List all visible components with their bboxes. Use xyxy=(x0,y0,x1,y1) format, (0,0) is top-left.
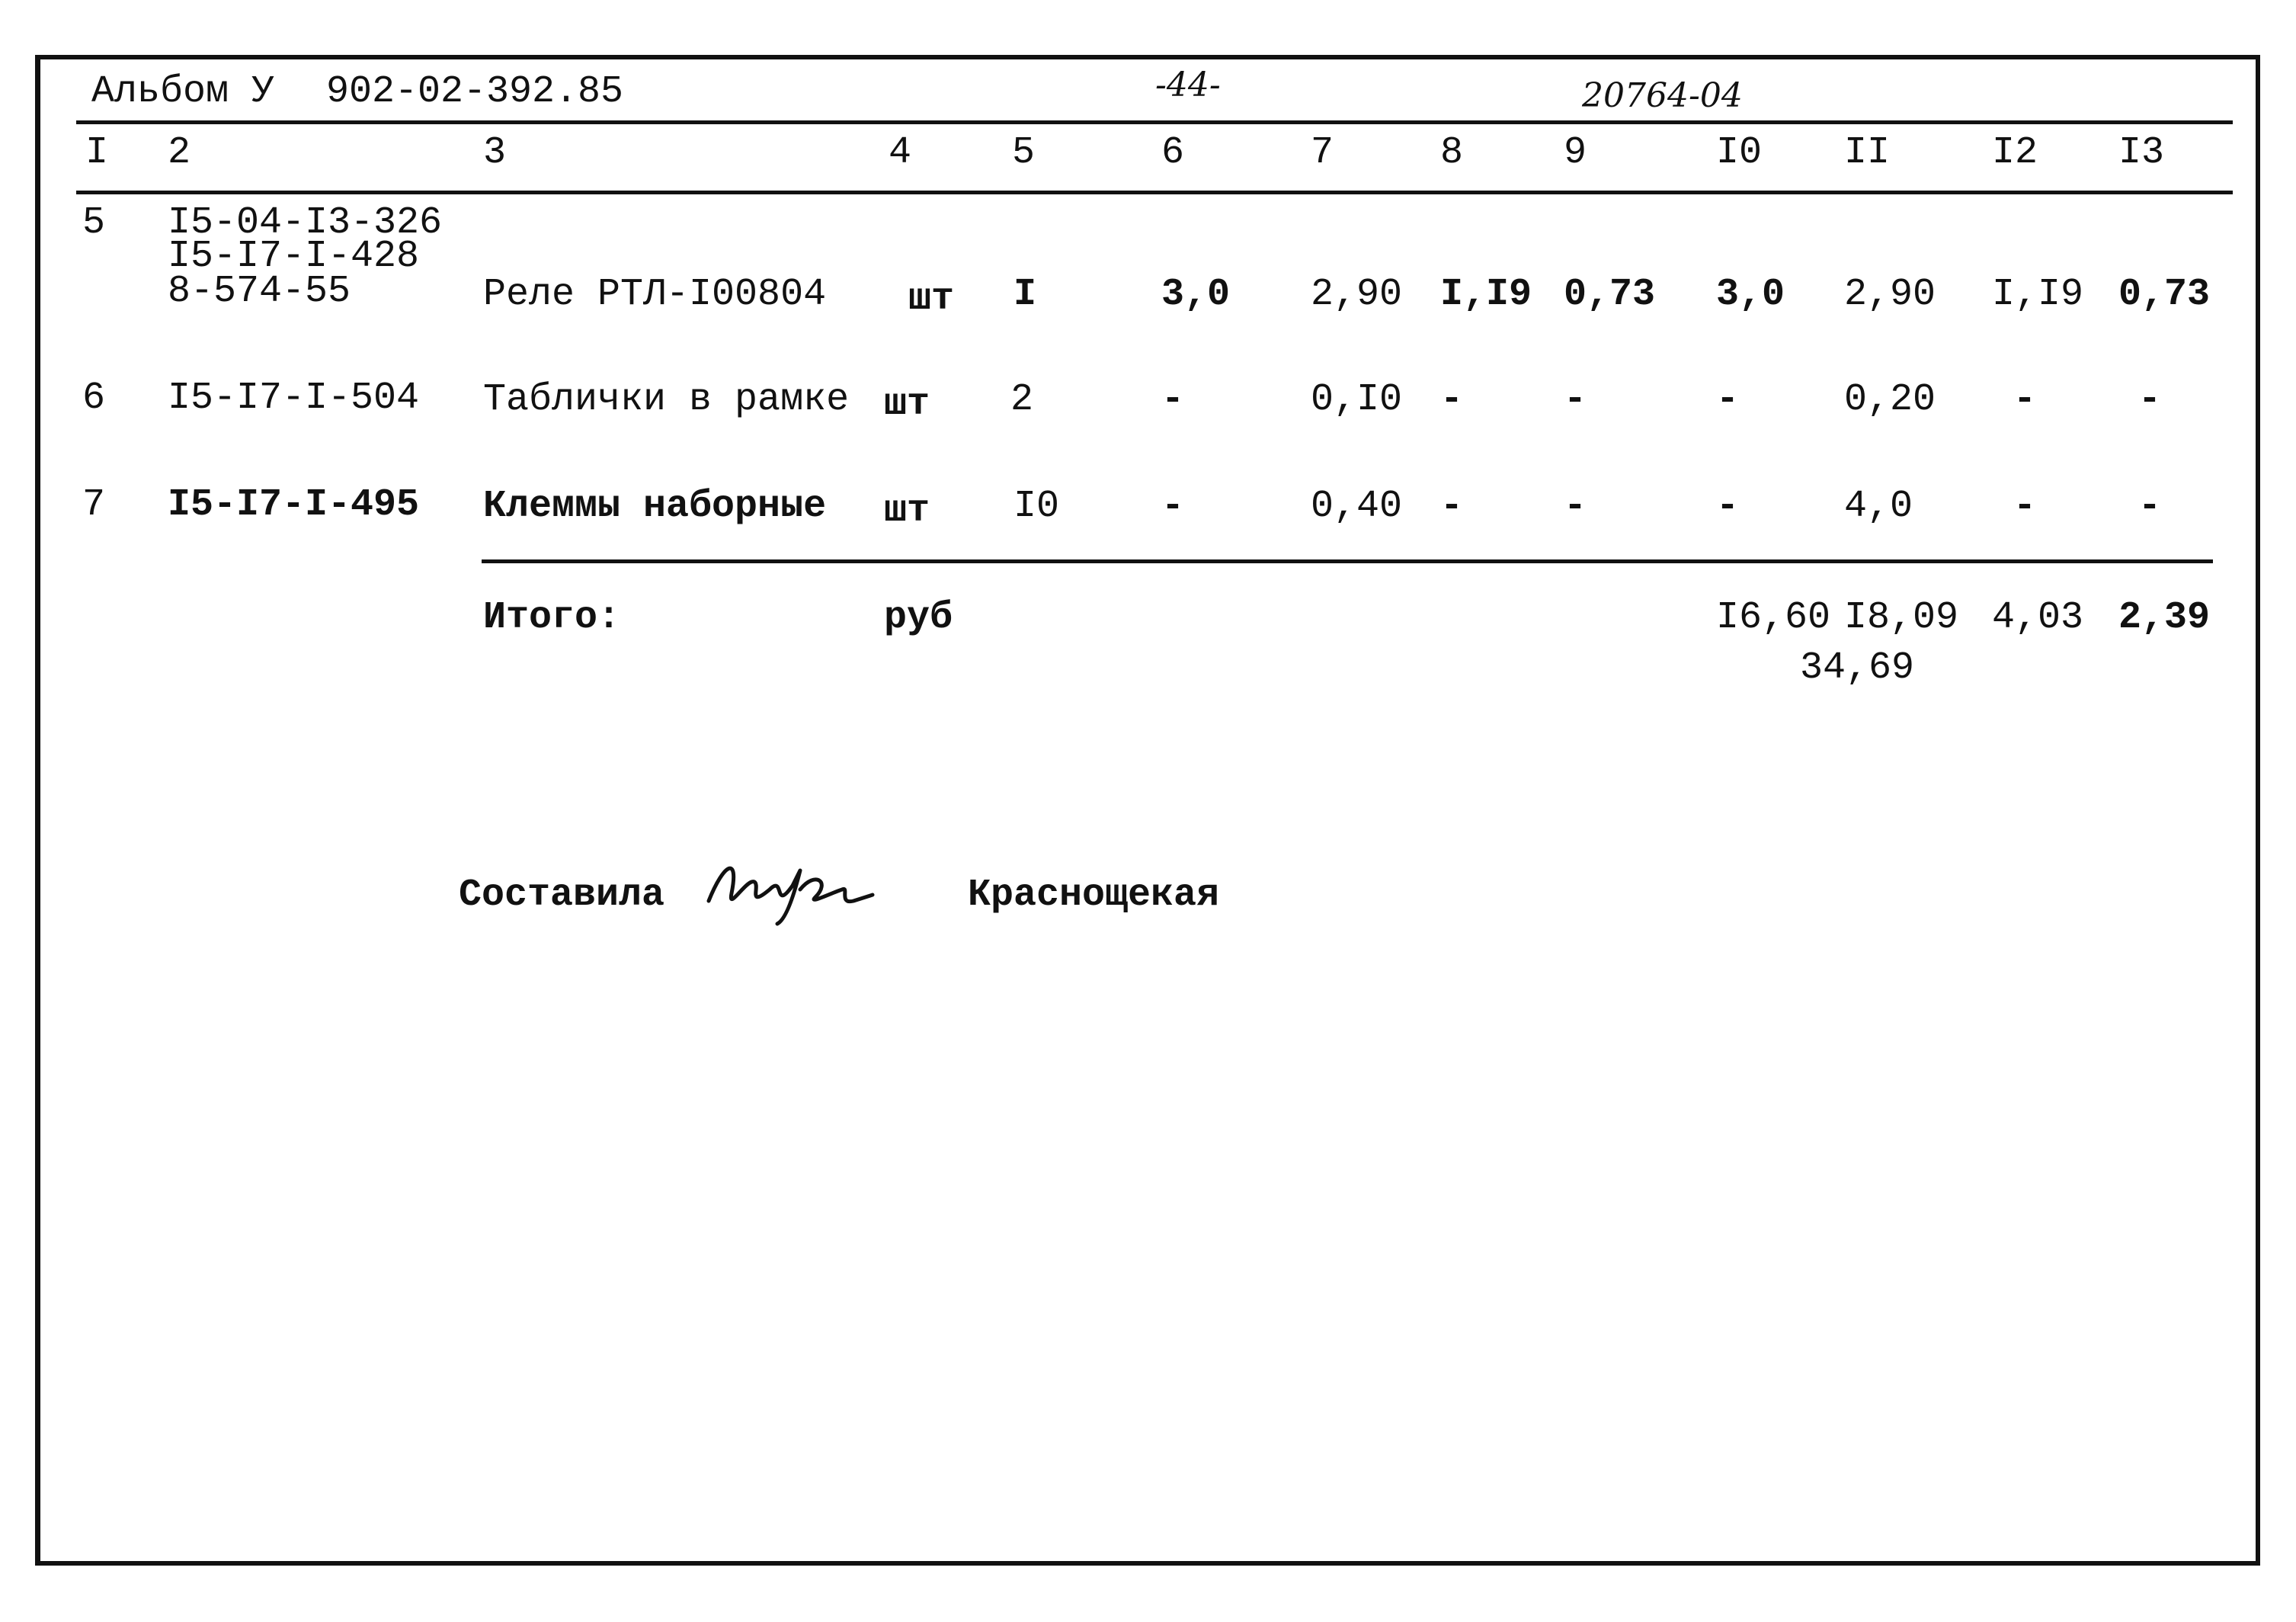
cell-col-6: - xyxy=(1161,485,1185,528)
document-number: 20764-04 xyxy=(1582,76,1743,115)
total-col-10: I6,60 xyxy=(1716,596,1831,640)
column-header: 2 xyxy=(168,131,191,175)
total-col-11: I8,09 xyxy=(1844,596,1959,640)
catalog-code: I5-I7-I-504 xyxy=(168,377,420,420)
grand-total: 34,69 xyxy=(1800,646,1915,690)
cell-col-7: 2,90 xyxy=(1311,273,1403,316)
cell-col-11: 0,20 xyxy=(1844,378,1936,422)
signature xyxy=(701,848,876,931)
cell-col-13: - xyxy=(2138,485,2162,528)
row-number: 6 xyxy=(82,377,106,420)
column-header: 6 xyxy=(1161,131,1185,175)
cell-col-10: - xyxy=(1716,485,1740,528)
column-header: 7 xyxy=(1311,131,1334,175)
catalog-code: I5-04-I3-326 xyxy=(168,201,443,245)
unit: шт xyxy=(884,383,930,426)
column-header-rule xyxy=(76,191,2233,194)
cell-col-8: I,I9 xyxy=(1440,273,1532,316)
item-name: Клеммы наборные xyxy=(483,485,827,528)
column-header: I0 xyxy=(1716,131,1763,175)
cell-col-9: 0,73 xyxy=(1564,273,1656,316)
total-col-12: 4,03 xyxy=(1992,596,2084,640)
column-header: 3 xyxy=(483,131,507,175)
row-number: 5 xyxy=(82,201,106,245)
album-label: Альбом У xyxy=(91,70,275,114)
unit: шт xyxy=(884,489,930,533)
cell-col-12: I,I9 xyxy=(1992,273,2084,316)
column-header: I xyxy=(85,131,109,175)
item-name: Таблички в рамке xyxy=(483,378,850,422)
cell-col-12: - xyxy=(2013,378,2037,422)
column-header: II xyxy=(1844,131,1891,175)
cell-col-6: 3,0 xyxy=(1161,273,1231,316)
cell-col-9: - xyxy=(1564,485,1587,528)
total-col-13: 2,39 xyxy=(2118,596,2211,640)
catalog-code: I5-I7-I-495 xyxy=(168,483,420,527)
total-unit: руб xyxy=(884,596,953,640)
catalog-code: 8-574-55 xyxy=(168,270,351,313)
catalog-code: I5-I7-I-428 xyxy=(168,235,420,278)
quantity: 2 xyxy=(1010,378,1034,422)
cell-col-11: 2,90 xyxy=(1844,273,1936,316)
cell-col-13: - xyxy=(2138,378,2162,422)
composed-by-label: Составила xyxy=(459,874,665,917)
cell-col-13: 0,73 xyxy=(2118,273,2211,316)
cell-col-9: - xyxy=(1564,378,1587,422)
row-number: 7 xyxy=(82,483,106,527)
quantity: I xyxy=(1014,273,1037,316)
quantity: I0 xyxy=(1014,485,1060,528)
column-header: 5 xyxy=(1012,131,1036,175)
cell-col-8: - xyxy=(1440,485,1464,528)
cell-col-7: 0,I0 xyxy=(1311,378,1403,422)
cell-col-8: - xyxy=(1440,378,1464,422)
cell-col-10: 3,0 xyxy=(1716,273,1785,316)
cell-col-12: - xyxy=(2013,485,2037,528)
composer-name: Краснощекая xyxy=(968,874,1220,917)
total-label: Итого: xyxy=(483,596,621,640)
column-header: I3 xyxy=(2118,131,2165,175)
column-header: 8 xyxy=(1440,131,1464,175)
cell-col-11: 4,0 xyxy=(1844,485,1913,528)
cell-col-6: - xyxy=(1161,378,1185,422)
document-code: 902-02-392.85 xyxy=(326,70,624,114)
column-header: 9 xyxy=(1564,131,1587,175)
unit: шт xyxy=(908,277,955,321)
column-header: 4 xyxy=(889,131,912,175)
column-header: I2 xyxy=(1992,131,2038,175)
item-name: Реле РТЛ-I00804 xyxy=(483,273,827,316)
total-rule xyxy=(482,559,2213,563)
cell-col-7: 0,40 xyxy=(1311,485,1403,528)
cell-col-10: - xyxy=(1716,378,1740,422)
header-rule xyxy=(76,120,2233,124)
page-number: -44- xyxy=(1155,66,1221,104)
